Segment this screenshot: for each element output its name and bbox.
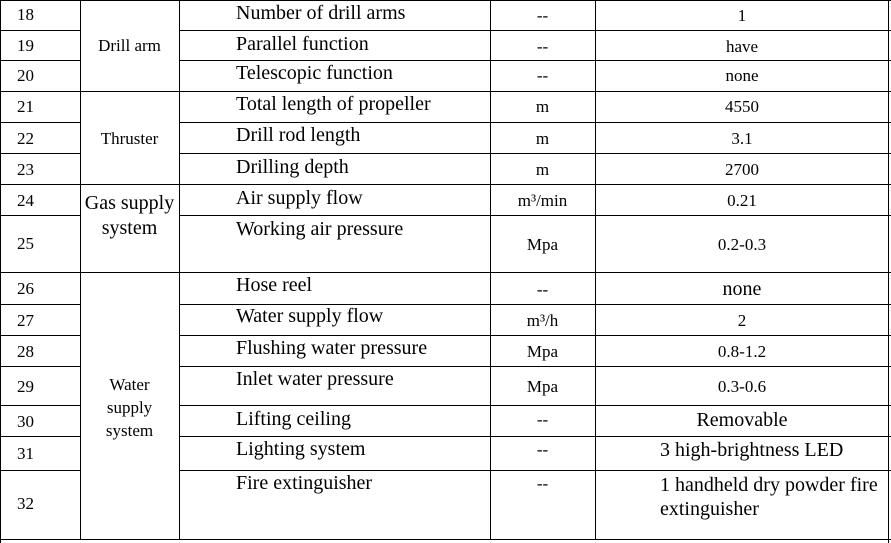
row-number: 21 — [17, 97, 34, 116]
unit: m — [535, 97, 550, 116]
value: 3 high-brightness LED — [660, 439, 844, 461]
item-name: Drill rod length — [236, 124, 361, 146]
item-name: Total length of propeller — [236, 93, 431, 115]
unit: m — [535, 129, 550, 148]
row-number: 32 — [17, 494, 34, 513]
value: have — [725, 37, 759, 56]
item-name: Drilling depth — [236, 156, 349, 178]
item-name: Lifting ceiling — [236, 408, 351, 430]
item-name: Telescopic function — [236, 62, 393, 84]
row-number: 30 — [17, 412, 34, 431]
unit: -- — [536, 37, 549, 56]
item-name: Inlet water pressure — [236, 368, 394, 390]
unit: m³/min — [517, 191, 568, 210]
group-label-gas-supply: Gas supply system — [84, 192, 175, 239]
unit: Mpa — [526, 377, 559, 396]
row-number: 31 — [17, 444, 34, 463]
item-name: Working air pressure — [236, 218, 404, 240]
unit: m³/h — [526, 311, 559, 330]
unit: Mpa — [526, 235, 559, 254]
value: 1 handheld dry powder fire extinguisher — [660, 474, 878, 520]
item-name: Air supply flow — [236, 187, 363, 209]
group-label-thruster: Thruster — [100, 129, 159, 148]
item-name: Fire extinguisher — [236, 472, 373, 494]
row-number: 26 — [17, 279, 34, 298]
value: 0.2-0.3 — [717, 235, 767, 254]
value: 3.1 — [731, 129, 753, 148]
item-name: Parallel function — [236, 33, 369, 55]
unit: -- — [536, 410, 549, 429]
row-number: 28 — [17, 342, 34, 361]
item-name: Hose reel — [236, 274, 313, 296]
value: none — [722, 278, 762, 300]
group-label-drill-arm: Drill arm — [98, 36, 161, 55]
row-number: 24 — [17, 191, 34, 210]
row-number: 18 — [17, 5, 34, 24]
item-name: Water supply flow — [236, 305, 384, 327]
unit: -- — [536, 6, 549, 25]
unit: -- — [536, 440, 549, 459]
unit: m — [535, 160, 550, 179]
value: 4550 — [725, 97, 759, 116]
item-name: Number of drill arms — [236, 2, 406, 24]
value: 2700 — [725, 160, 759, 179]
row-number: 29 — [17, 377, 34, 396]
group-label-water-supply: Water supply system — [105, 375, 154, 440]
value: none — [725, 66, 759, 85]
value: 2 — [737, 311, 747, 330]
value: 1 — [737, 6, 747, 25]
item-name: Flushing water pressure — [236, 337, 428, 359]
unit: -- — [536, 474, 549, 493]
row-number: 25 — [17, 234, 34, 253]
value: Removable — [696, 409, 788, 431]
row-number: 20 — [17, 66, 34, 85]
unit: -- — [536, 280, 549, 299]
item-name: Lighting system — [236, 438, 366, 460]
value: 0.21 — [727, 191, 757, 210]
row-number: 27 — [17, 311, 34, 330]
row-number: 22 — [17, 129, 34, 148]
value: 0.8-1.2 — [717, 342, 767, 361]
row-number: 23 — [17, 160, 34, 179]
row-number: 19 — [17, 36, 34, 55]
unit: -- — [536, 66, 549, 85]
value: 0.3-0.6 — [717, 377, 767, 396]
unit: Mpa — [526, 342, 559, 361]
